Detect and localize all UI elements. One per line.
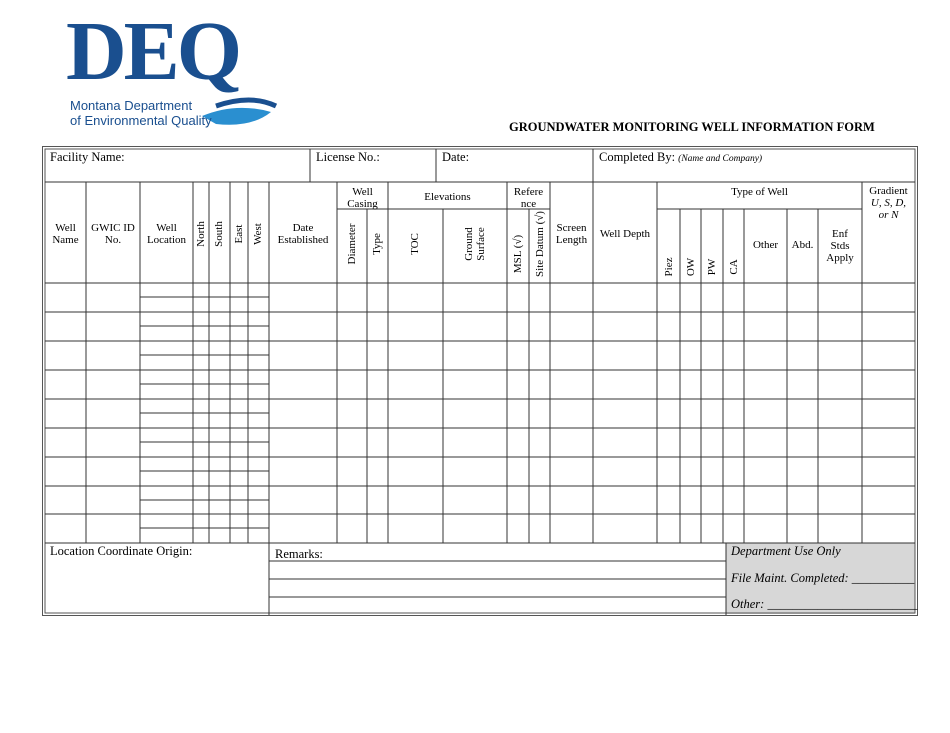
header-reference: Refere nce — [513, 186, 544, 210]
header-west: West — [252, 223, 264, 245]
header-type-of-well: Type of Well — [731, 186, 788, 198]
other-label: Other: ________________________ — [731, 597, 918, 611]
header-elevations: Elevations — [424, 191, 471, 203]
header-ca: CA — [728, 259, 740, 275]
completed-by-note: (Name and Company) — [678, 154, 763, 164]
header-abd: Abd. — [791, 239, 814, 251]
file-maint-label: File Maint. Completed: __________ — [731, 571, 915, 585]
header-gradient: Gradient U, S, D, or N — [869, 185, 908, 221]
header-well-depth: Well Depth — [599, 228, 651, 240]
remarks-label: Remarks: — [275, 547, 323, 561]
license-no-label: License No.: — [316, 150, 380, 164]
header-well-location: Well Location — [146, 222, 187, 246]
header-enf-stds-apply: Enf Stds Apply — [826, 228, 854, 264]
header-site-datum: Site Datum (√) — [534, 211, 546, 277]
header-ground-surface: Ground Surface — [463, 227, 487, 261]
header-well-name: Well Name — [52, 222, 79, 246]
header-date-established: Date Established — [277, 222, 329, 246]
form-title: GROUNDWATER MONITORING WELL INFORMATION FORM — [509, 120, 875, 134]
header-toc: TOC — [409, 233, 421, 255]
facility-name-label: Facility Name: — [50, 150, 125, 164]
completed-by-label — [599, 150, 762, 165]
header-piez: Piez — [663, 257, 675, 277]
header-north: North — [195, 221, 207, 247]
header-msl: MSL (√) — [512, 234, 524, 274]
header-east: East — [233, 224, 245, 244]
header-ow: OW — [685, 257, 697, 277]
dept-use-only-label: Department Use Only — [731, 544, 841, 558]
completed-by-text: Completed By: — [599, 150, 676, 164]
header-gwic-id: GWIC ID No. — [91, 222, 135, 246]
header-screen-length: Screen Length — [555, 222, 588, 246]
date-label: Date: — [442, 150, 470, 164]
logo-letters: DEQ — [66, 5, 240, 98]
header-type: Type — [371, 233, 383, 255]
location-origin-label: Location Coordinate Origin: — [50, 544, 193, 558]
header-diameter: Diameter — [346, 223, 358, 265]
logo-line-1: Montana Department — [70, 98, 193, 113]
logo-line-2: of Environmental Quality — [70, 113, 212, 128]
header-pw: PW — [706, 258, 718, 276]
header-south: South — [213, 221, 225, 247]
header-well-casing: Well Casing — [347, 186, 378, 210]
header-other: Other — [752, 239, 779, 251]
